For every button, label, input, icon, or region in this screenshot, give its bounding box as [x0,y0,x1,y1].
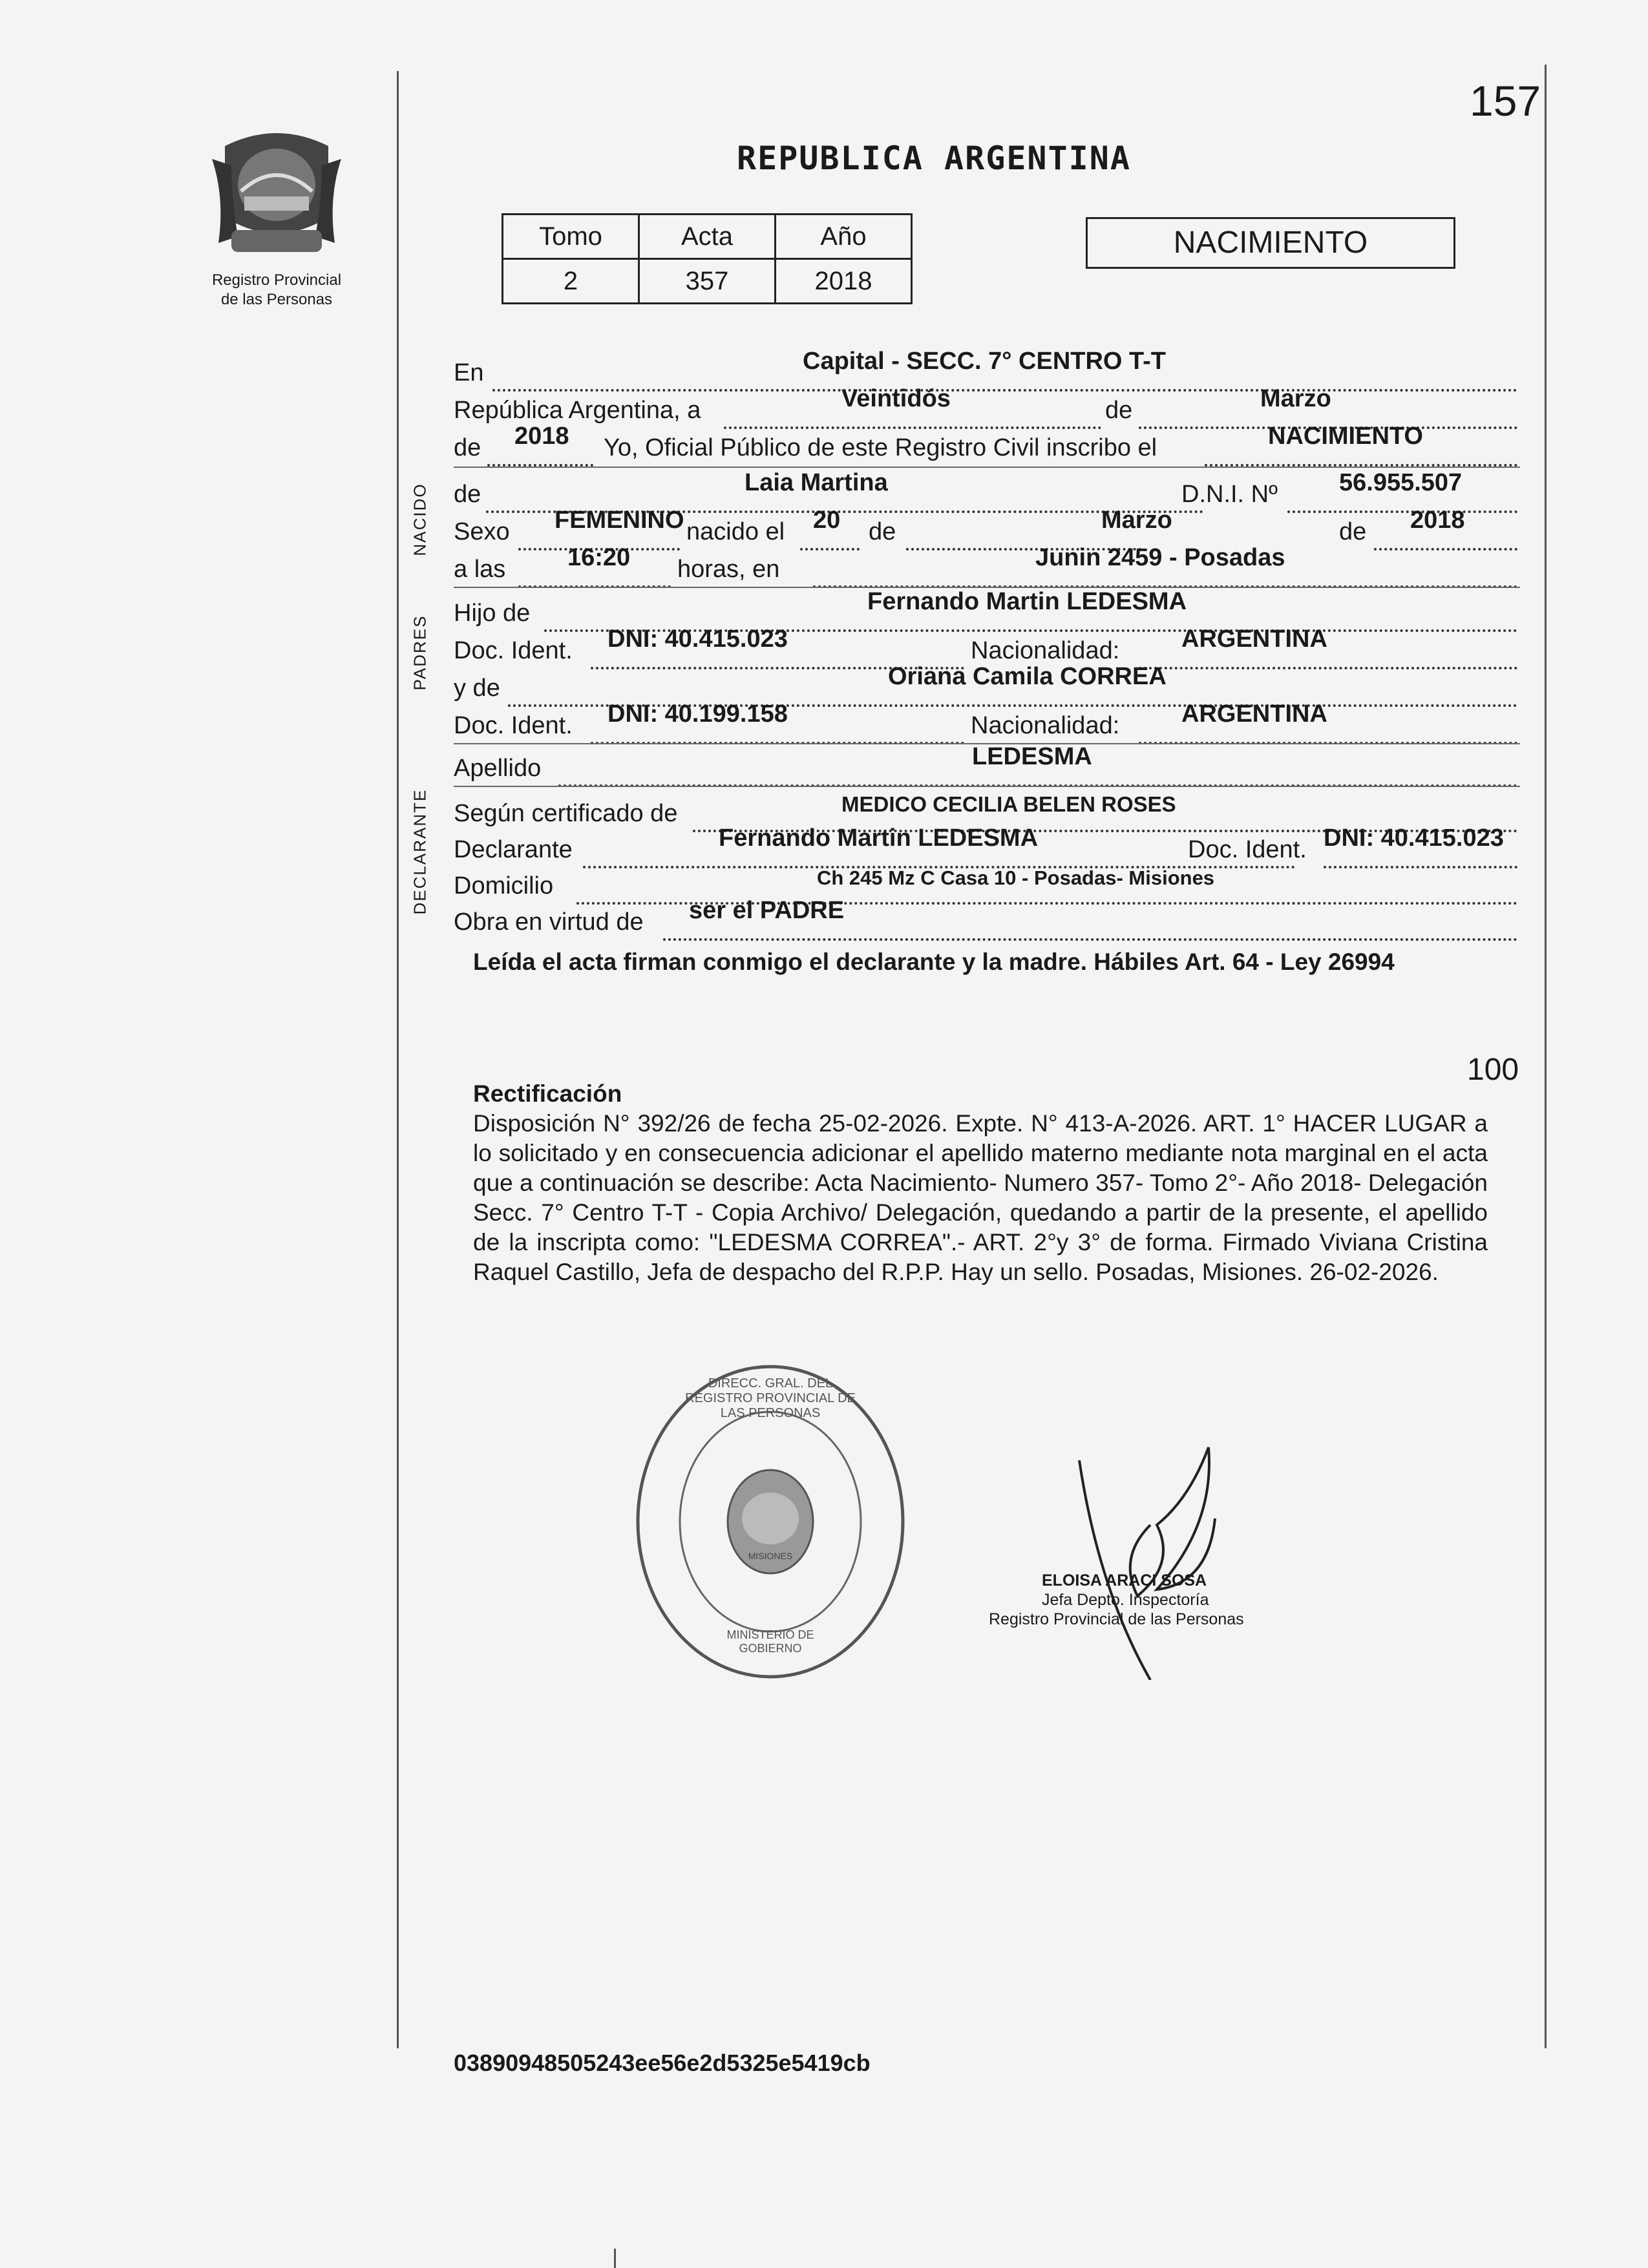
bottom-tick [614,2249,616,2268]
alas-label: a las [454,556,506,583]
nacido-de-label: de [454,481,481,508]
cert-label: Según certificado de [454,800,678,827]
mother-doc: DNI: 40.199.158 [607,700,788,728]
signatory-role: Jefa Depto. Inspectoría [1042,1591,1209,1609]
father-nat: ARGENTINA [1181,625,1327,653]
record-kind: NACIMIENTO [1086,217,1455,269]
declarante-label: Declarante [454,836,573,863]
cert-value: MEDICO CECILIA BELEN ROSES [841,792,1176,816]
seal-outer-text: DIRECC. GRAL. DEL REGISTRO PROVINCIAL DE LAS PERSONAS [685,1376,856,1420]
hijo-label: Hijo de [454,600,531,627]
provincial-emblem [206,120,348,269]
day-value: Veintidós [841,385,951,412]
seal-center-text: MISIONES [748,1551,793,1561]
nacido-name: Laia Martina [745,469,888,496]
document-hash: 03890948505243ee56e2d5325e5419cb [454,2050,871,2076]
en-label: En [454,359,484,386]
yde-label: y de [454,675,500,702]
mother-doc-label: Doc. Ident. [454,712,573,739]
father-name: Fernando Martin LEDESMA [867,588,1187,615]
month-value: Marzo [1260,385,1331,412]
row-domicilio [454,867,1520,905]
rectificacion-text: Disposición N° 392/26 de fecha 25-02-2026. Expte. N° 413-A-2026. ART. 1° HACER LUGAR a lo solicitado y en consecuencia adicionar el apellido materno mediante nota marginal en el acta que a continuación se describe: Acta Nacimiento- Numero 357- Tomo 2°- Año 2018- Delegación Secc. 7° Centro T-T - Copia Archivo/ Delegación, quedando a partir de la presente, el apellido de la inscripta como: "LEDESMA CORREA".- ART. 2°y 3° de forma. Firmado Viviana Cristina Raquel Castillo, Jefa de despacho del R.P.P. Hay un sello. Posadas, Misiones. 26-02-2026. [473,1110,1488,1285]
signatory-org: Registro Provincial de las Personas [989,1610,1244,1628]
domicilio-label: Domicilio [454,872,554,899]
header-tomo: Tomo [503,215,639,259]
mother-name: Oriana Camila CORREA [888,663,1167,690]
birth-month: Marzo [1101,507,1172,534]
apellido-value: LEDESMA [972,743,1092,770]
value-tomo: 2 [503,259,639,304]
horas-label: horas, en [677,556,780,583]
right-margin-line [1545,65,1547,2048]
birth-place: Junin 2459 - Posadas [1035,544,1285,571]
declarante-doc: DNI: 40.415.023 [1324,824,1504,852]
header-acta: Acta [639,215,776,259]
value-ano: 2018 [776,259,912,304]
handwritten-signature [1060,1396,1228,1680]
year-value: 2018 [514,423,569,450]
row-obra [454,897,1520,941]
left-margin-line [397,71,399,2048]
birth-de-label-2: de [1339,518,1367,545]
oficial-text: Yo, Oficial Público de este Registro Civil inscribo el [604,434,1157,461]
dni-label: D.N.I. Nº [1181,481,1278,508]
apellido-label: Apellido [454,755,542,782]
registry-caption-1: Registro Provincial [211,271,342,289]
official-seal [628,1357,913,1686]
declarante-name: Fernando Martin LEDESMA [719,824,1039,852]
declarante-doc-label: Doc. Ident. [1188,836,1307,863]
father-doc-label: Doc. Ident. [454,637,573,664]
row-year [454,423,1520,467]
marginal-number: 100 [1467,1053,1519,1087]
row-apellido [454,743,1520,787]
closing-note: Leída el acta firman conmigo el declarante y la madre. Hábiles Art. 64 - Ley 26994 [473,949,1395,975]
signatory-name: ELOISA ARACI SOSA [1042,1571,1207,1590]
page-number: 157 [1470,77,1541,125]
year-prefix: de [454,434,481,461]
nacido-dni: 56.955.507 [1339,469,1463,496]
de-label: de [1105,397,1133,424]
rectificacion-title: Rectificación [473,1080,622,1107]
value-acta: 357 [639,259,776,304]
record-table [502,213,913,304]
nacido-section-label: NACIDO [410,483,430,556]
father-nat-label: Nacionalidad: [971,637,1120,664]
republica-label: República Argentina, a [454,397,701,424]
seal-inner-text: MINISTERIO DE GOBIERNO [726,1628,814,1655]
domicilio-value: Ch 245 Mz C Casa 10 - Posadas- Misiones [817,866,1215,889]
obra-value: ser el PADRE [689,897,845,924]
birth-time: 16:20 [567,544,631,571]
en-value: Capital - SECC. 7° CENTRO T-T [803,348,1167,375]
declarante-section-label: DECLARANTE [410,788,430,915]
mother-nat-label: Nacionalidad: [971,712,1120,739]
birth-year: 2018 [1410,507,1465,534]
registry-caption-2: de las Personas [220,291,333,308]
inscribe-value: NACIMIENTO [1268,423,1423,450]
birth-day: 20 [813,507,841,534]
father-doc: DNI: 40.415.023 [607,625,788,653]
mother-nat: ARGENTINA [1181,700,1327,728]
country-title: REPUBLICA ARGENTINA [737,140,1131,177]
birth-de-label: de [869,518,896,545]
padres-section-label: PADRES [410,614,430,691]
header-ano: Año [776,215,912,259]
row-en [454,348,1520,392]
obra-label: Obra en virtud de [454,908,644,936]
sexo-label: Sexo [454,518,510,545]
sexo-value: FEMENINO [555,507,684,534]
nacido-el-label: nacido el [686,518,785,545]
